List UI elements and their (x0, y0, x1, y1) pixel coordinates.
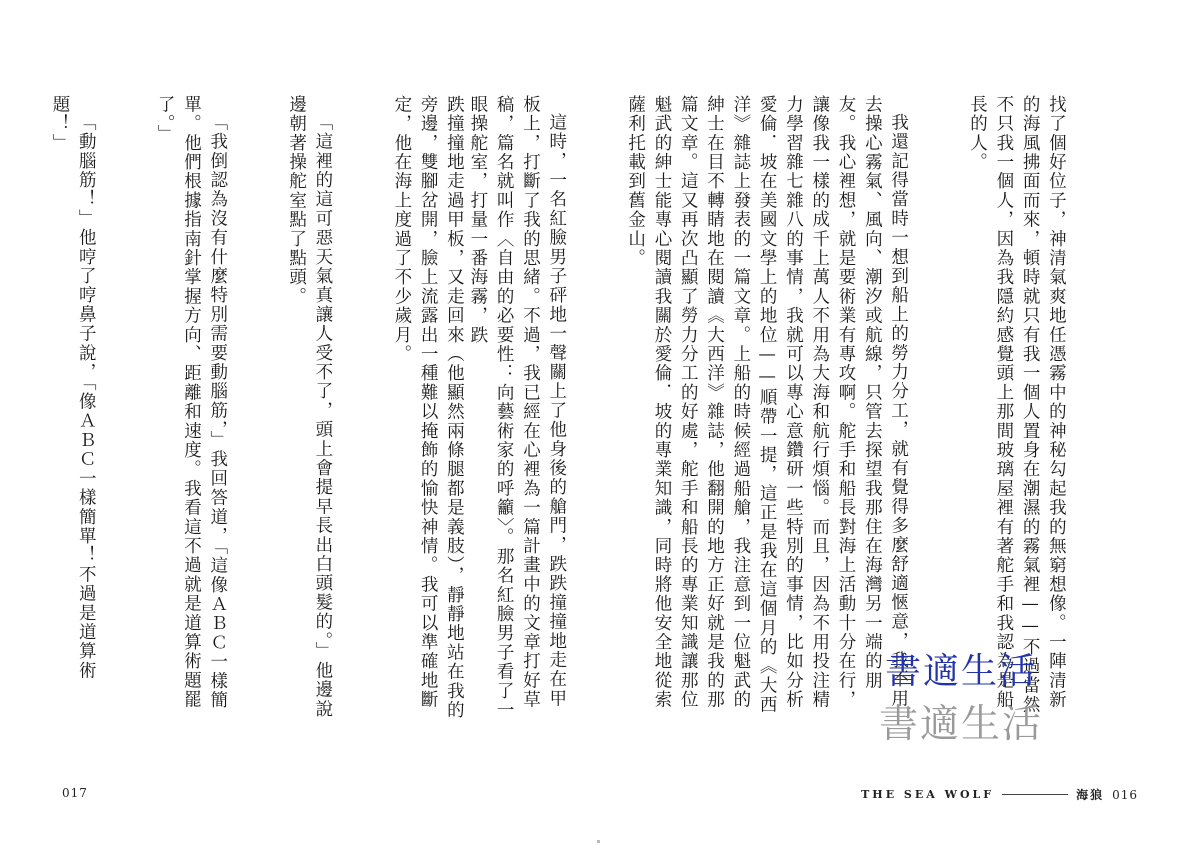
right-page-text (467, 95, 1122, 725)
page-number-right: 016 (1112, 787, 1138, 802)
page-number-left: 017 (62, 786, 88, 800)
paragraph: 跌撞撞地走過甲板，又走回來（他顯然兩條腿都是義肢），靜靜地站在我的旁邊，雙腳岔開，臉上流露出一種難以掩飾的愉快神情。我可以準確地斷定，他在海上度過了不少歲月。 (391, 95, 465, 720)
chinese-title: 海狼 (1076, 788, 1105, 802)
paragraph: 「動腦筋！」他哼了哼鼻子說，「像ＡＢＣ一樣簡單！不過是道算術題！」 (49, 95, 97, 680)
right-page (467, 0, 1200, 851)
publisher-watermark (873, 643, 1093, 747)
paragraph: 找了個好位子，神清氣爽地任憑霧中的神秘勾起我的無窮想像。一陣清新的海風拂面而來，頓時就只有我一個人置身在潮濕的霧氣裡——不過當然不只我一個人，因為我隱約感覺頭上那間玻璃屋裡有著舵手和我認為是船長的人。 (967, 95, 1067, 715)
running-head (861, 786, 1138, 803)
paragraph: 這時，一名紅臉男子砰地一聲關上了他身後的艙門，跌跌撞撞地走在甲板上，打斷了我的思緒。不過，我已經在心裡為一篇計畫中的文章打好草稿，篇名就叫作〈自由的必要性：向藝術家的呼籲〉。那名紅臉男子看了一眼操舵室，打量一番海霧，跌 (467, 95, 567, 720)
watermark-text-gray: 書適生活 (879, 702, 1044, 747)
paragraph: 「這裡的這可惡天氣真讓人受不了，頭上會提早長出白頭髮的。」他邊說邊朝著操舵室點了點頭。 (286, 95, 333, 719)
watermark-text-blue: 書適生活 (885, 651, 1038, 692)
paragraph: 「我倒認為沒有什麼特別需要動腦筋，」我回答道，「這像ＡＢＣ一樣簡單。他們根據指南針掌握方向、距離和速度。我看這不過就是道算術題罷了。」 (155, 95, 228, 710)
paragraph: 我還記得當時一想到船上的勞力分工，就有覺得多麼舒適愜意，我不用去操心霧氣、風向、潮汐或航線，只管去探望我那住在海灣另一端的朋友。我心裡想，就是要術業有專攻啊。舵手和船長對海上活動十分在行，讓像我一樣的成千上萬人不用為大海和航行煩惱。而且，因為不用投注精力學習雜七雜八的事情，我就可以專心意鑽研一些特別的事情，比如分析愛倫．坡在美國文學上的地位——順帶一提，這正是我在這個月的《大西洋》雜誌上發表的一篇文章。上船的時候經過船艙，我注意到一位魁武的紳士在目不轉睛地在閱讀《大西洋》雜誌，他翻開的地方正好就是我的那篇文章。這又再次凸顯了勞力分工的好處，舵手和船長的專業知識讓那位魁武的紳士能專心閱讀我關於愛倫．坡的專業知識，同時將他安全地從索薩利托載到舊金山。 (625, 95, 909, 715)
book-title: THE SEA WOLF (861, 788, 995, 801)
header-rule (1002, 794, 1068, 795)
gutter-dot (597, 840, 600, 843)
